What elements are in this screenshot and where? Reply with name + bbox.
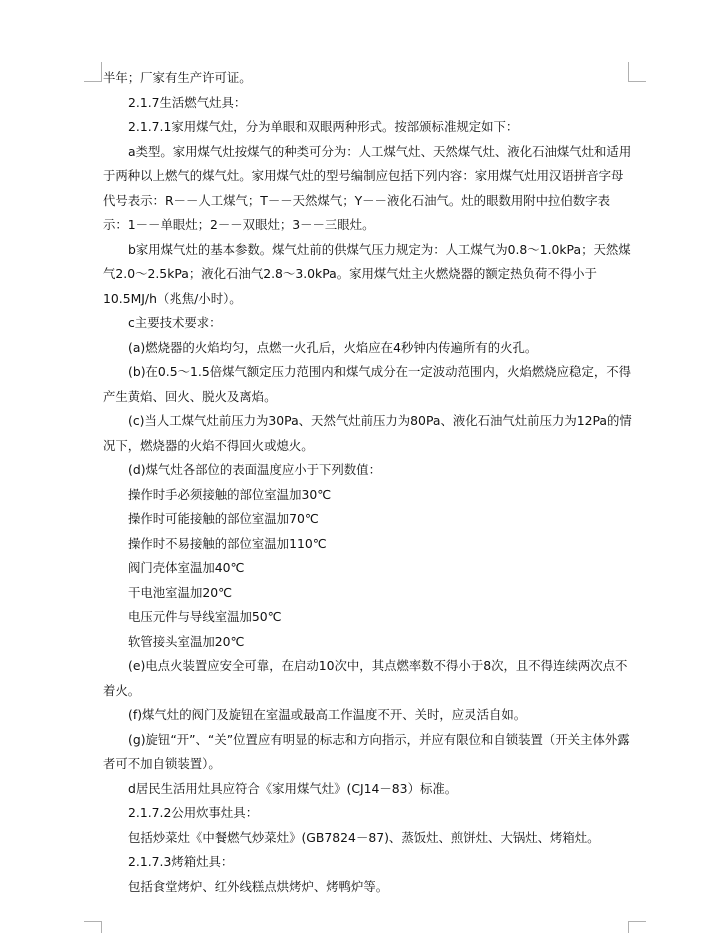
paragraph: (f)煤气灶的阀门及旋钮在室温或最高工作温度不开、关时，应灵活自如。 bbox=[128, 707, 527, 722]
paragraph: (a)燃烧器的火焰均匀，点燃一火孔后，火焰应在4秒钟内传遍所有的火孔。 bbox=[128, 339, 538, 355]
paragraph: 软管接头室温加20℃ bbox=[128, 633, 245, 649]
document-body bbox=[103, 66, 633, 899]
paragraph: d居民生活用灶具应符合《家用煤气灶》(CJ14－83）标准。 bbox=[128, 780, 458, 796]
paragraph: 干电池室温加20℃ bbox=[128, 584, 233, 600]
crop-mark-bottom-right-h bbox=[628, 921, 646, 922]
paragraph: (e)电点火装置应安全可靠，在启动10次中，其点燃率数不得小于8次，且不得连续两次点不着火。 bbox=[103, 658, 628, 698]
paragraph: 2.1.7.1家用煤气灶，分为单眼和双眼两种形式。按部颁标准规定如下： bbox=[128, 119, 519, 134]
crop-mark-bottom-right-v bbox=[628, 921, 629, 933]
paragraph: (b)在0.5～1.5倍煤气额定压力范围内和煤气成分在一定波动范围内，火焰燃烧应稳定，不得产生黄焰、回火、脱火及离焰。 bbox=[103, 364, 632, 404]
paragraph: 2.1.7.2公用炊事灶具： bbox=[128, 805, 259, 820]
paragraph: c主要技术要求： bbox=[128, 315, 222, 330]
crop-mark-top-left-h bbox=[84, 81, 102, 82]
paragraph: 2.1.7生活燃气灶具： bbox=[128, 94, 247, 110]
paragraph: a类型。家用煤气灶按煤气的种类可分为：人工煤气灶、天然煤气灶、液化石油煤气灶和适用于两种以上燃气的煤气灶。家用煤气灶的型号编制应包括下列内容：家用煤气灶用汉语拼音字母代号表示：R－－人工煤气；T－－天然煤气；Y－－液化石油气。灶的眼数用附中拉伯数字表示：1－－单眼灶；2－－双眼灶；3－－三眼灶。 bbox=[103, 143, 632, 232]
paragraph: 包括炒菜灶《中餐燃气炒菜灶》(GB7824－87)、蒸饭灶、煎饼灶、大锅灶、烤箱灶。 bbox=[128, 829, 600, 845]
paragraph: 包括食堂烤炉、红外线糕点烘烤炉、烤鸭炉等。 bbox=[128, 878, 389, 894]
crop-mark-bottom-left-h bbox=[84, 921, 102, 922]
paragraph: b家用煤气灶的基本参数。煤气灶前的供煤气压力规定为：人工煤气为0.8～1.0kPa；天然煤气2.0～2.5kPa；液化石油气2.8～3.0kPa。家用煤气灶主火燃烧器的额定热负荷不得小于10.5MJ/h（兆焦/小时）。 bbox=[103, 241, 631, 306]
paragraph: 半年；厂家有生产许可证。 bbox=[103, 70, 252, 85]
paragraph: 操作时手必须接触的部位室温加30℃ bbox=[128, 486, 332, 502]
paragraph: 阀门壳体室温加40℃ bbox=[128, 560, 245, 575]
paragraph: 操作时可能接触的部位室温加70℃ bbox=[128, 511, 319, 526]
paragraph: 电压元件与导线室温加50℃ bbox=[128, 609, 282, 624]
crop-mark-bottom-left-v bbox=[101, 921, 102, 933]
paragraph: 2.1.7.3烤箱灶具： bbox=[128, 854, 234, 869]
paragraph: 操作时不易接触的部位室温加110℃ bbox=[128, 535, 327, 551]
paragraph: (d)煤气灶各部位的表面温度应小于下列数值： bbox=[128, 462, 381, 477]
paragraph: (g)旋钮“开”、“关”位置应有明显的标志和方向指示，并应有限位和自锁装置（开关主体外露者可不加自锁装置）。 bbox=[103, 731, 630, 771]
paragraph: (c)当人工煤气灶前压力为30Pa、天然气灶前压力为80Pa、液化石油气灶前压力为12Pa的情况下，燃烧器的火焰不得回火或熄火。 bbox=[103, 413, 632, 453]
crop-mark-top-left-v bbox=[101, 62, 102, 82]
